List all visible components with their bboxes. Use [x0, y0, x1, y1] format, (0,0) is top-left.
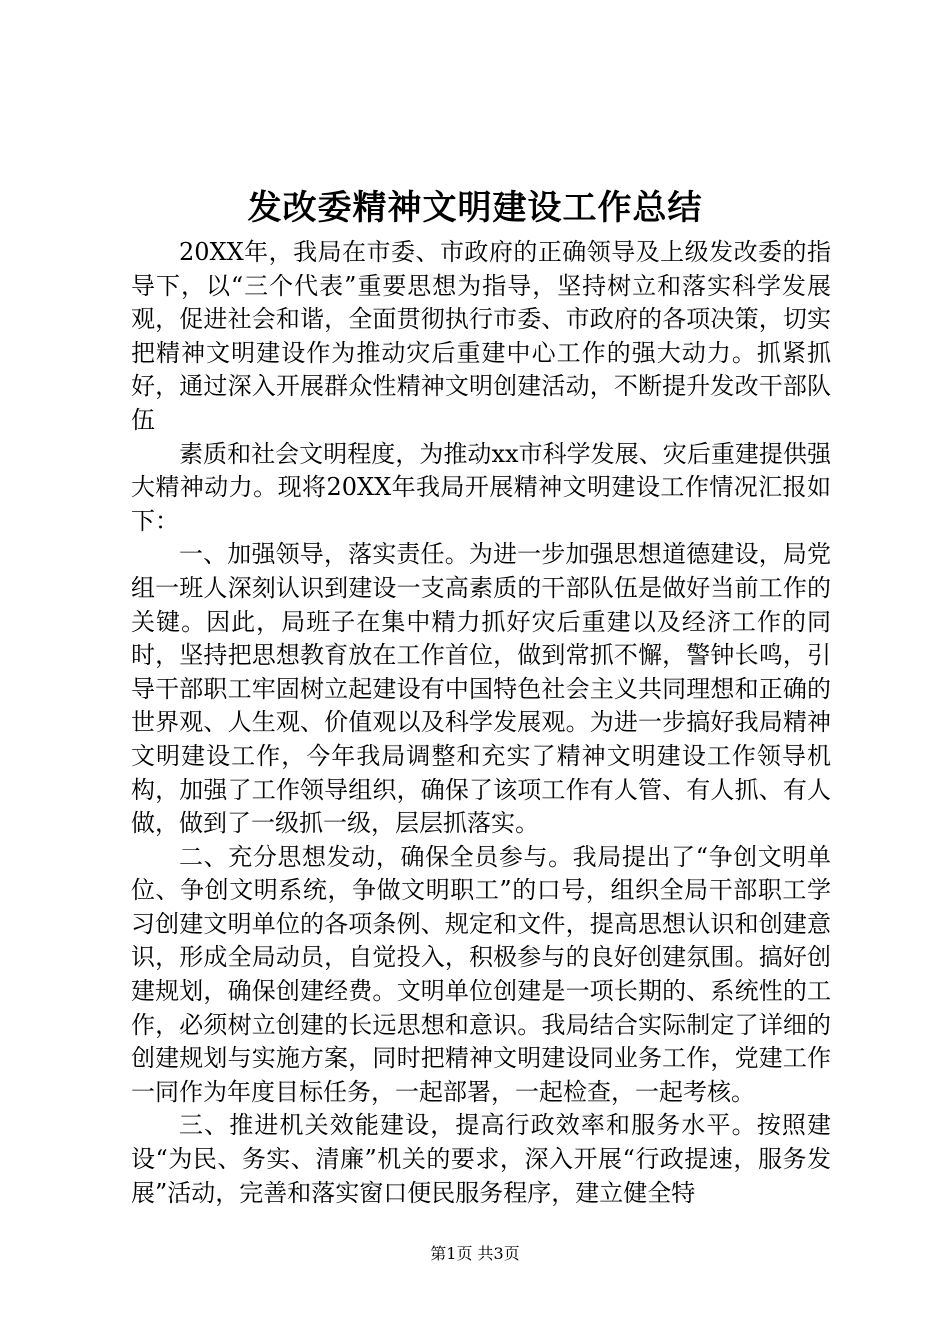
paragraph: 二、充分思想发动，确保全员参与。我局提出了“争创文明单位、争创文明系统，争做文明职工”的口号，组织全局干部职工学习创建文明单位的各项条例、规定和文件，提高思想认识和创建意识，形成全局动员，自觉投入，积极参与的良好创建氛围。搞好创建规划，确保创建经费。文明单位创建是一项长期的、系统性的工作，必须树立创建的长远思想和意识。我局结合实际制定了详细的创建规划与实施方案，同时把精神文明建设同业务工作，党建工作一同作为年度目标任务，一起部署，一起检查，一起考核。 [131, 842, 831, 1106]
paragraph: 20XX年，我局在市委、市政府的正确领导及上级发改委的指导下，以“三个代表”重要思想为指导，坚持树立和落实科学发展观，促进社会和谐，全面贯彻执行市委、市政府的各项决策，切实把精神文明建设作为推动灾后重建中心工作的强大动力。抓紧抓好，通过深入开展群众性精神文明创建活动，不断提升发改干部队伍 [131, 238, 831, 434]
document-body [131, 236, 831, 1210]
document-title: 发改委精神文明建设工作总结 [247, 188, 703, 228]
paragraph: 一、加强领导，落实责任。为进一步加强思想道德建设，局党组一班人深刻认识到建设一支高素质的干部队伍是做好当前工作的关键。因此，局班子在集中精力抓好灾后重建以及经济工作的同时，坚持把思想教育放在工作首位，做到常抓不懈，警钟长鸣，引导干部职工牢固树立起建设有中国特色社会主义共同理想和正确的世界观、人生观、价值观以及科学发展观。为进一步搞好我局精神文明建设工作，今年我局调整和充实了精神文明建设工作领导机构，加强了工作领导组织，确保了该项工作有人管、有人抓、有人做，做到了一级抓一级，层层抓落实。 [131, 540, 831, 838]
paragraph: 三、推进机关效能建设，提高行政效率和服务水平。按照建设“为民、务实、清廉”机关的要求，深入开展“行政提速，服务发展”活动，完善和落实窗口便民服务程序，建立健全特 [131, 1111, 831, 1207]
page-number-footer: 第1页 共3页 [430, 1244, 520, 1263]
paragraph: 素质和社会文明程度，为推动xx市科学发展、灾后重建提供强大精神动力。现将20XX年我局开展精神文明建设工作情况汇报如下： [131, 439, 831, 535]
